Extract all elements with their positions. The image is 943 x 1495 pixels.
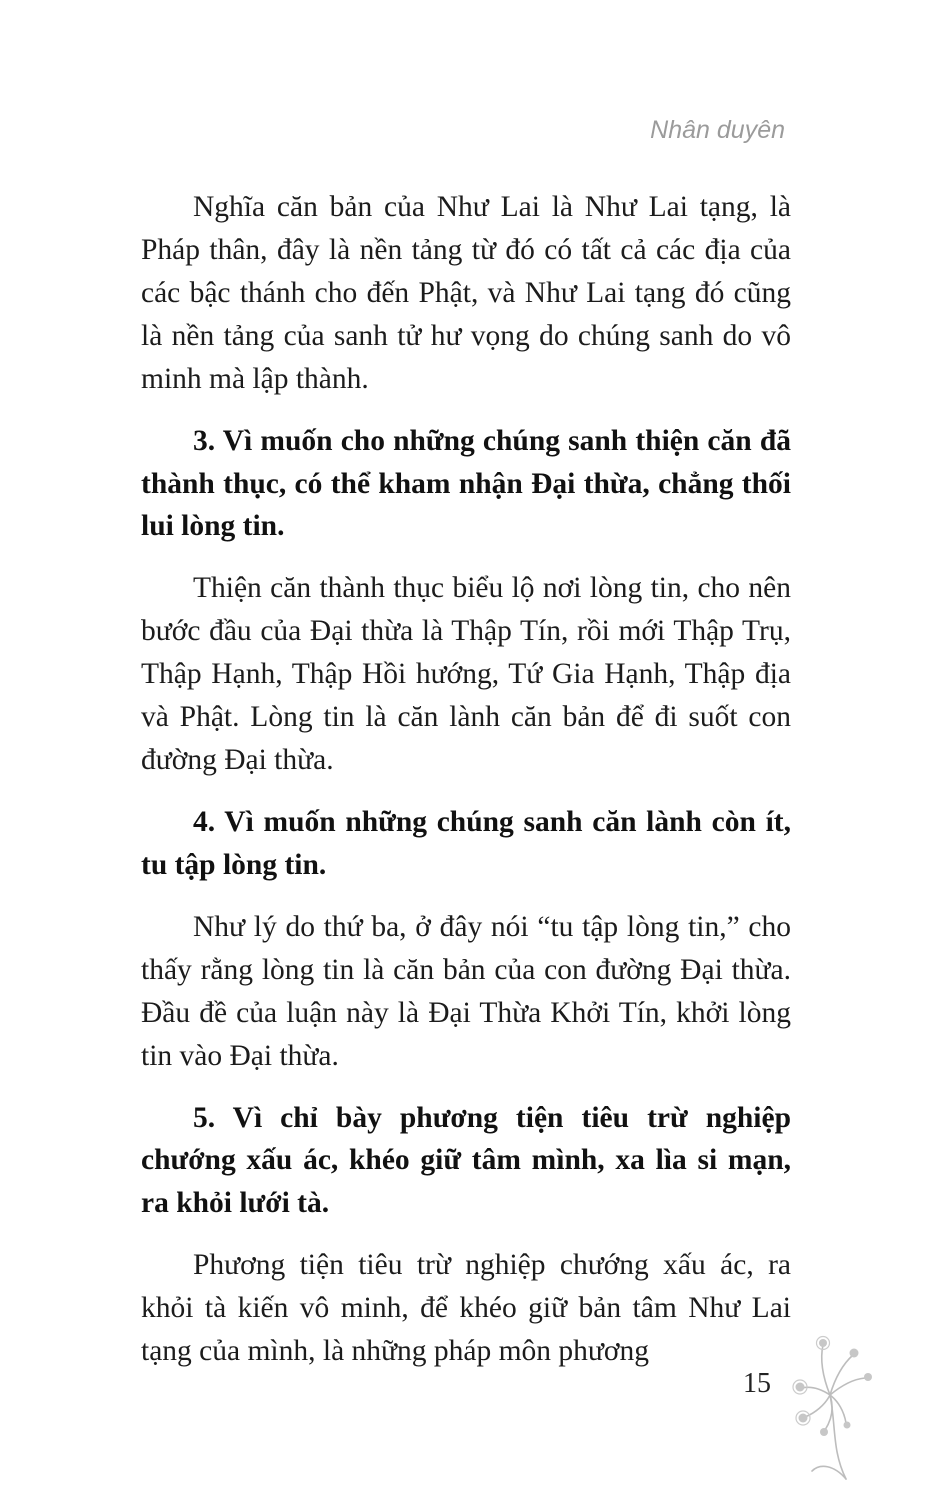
running-header: Nhân duyên [650,116,785,144]
section-heading-4: 4. Vì muốn những chúng sanh căn lành còn ít, tu tập lòng tin. [141,805,791,881]
paragraph-4: Phương tiện tiêu trừ nghiệp chướng xấu ác, ra khỏi tà kiến vô minh, để khéo giữ bản tâm Như Lai tạng của mình, là những pháp môn phương [141,1249,791,1368]
paragraph-1: Nghĩa căn bản của Như Lai là Như Lai tạng, là Pháp thân, đây là nền tảng từ đó có tất cả các địa của các bậc thánh cho đến Phật, và Như Lai tạng đó cũng là nền tảng của sanh tử hư vọng do chúng sanh do vô minh mà lập thành. [141,191,791,395]
paragraph-3: Như lý do thứ ba, ở đây nói “tu tập lòng tin,” cho thấy rằng lòng tin là căn bản của con đường Đại thừa. Đầu đề của luận này là Đại Thừa Khởi Tín, khởi lòng tin vào Đại thừa. [141,910,791,1072]
paragraph-2: Thiện căn thành thục biểu lộ nơi lòng tin, cho nên bước đầu của Đại thừa là Thập Tín, rồi mới Thập Trụ, Thập Hạnh, Thập Hồi hướng, Tứ Gia Hạnh, Thập địa và Phật. Lòng tin là căn lành căn bản để đi suốt con đường Đại thừa. [141,572,791,777]
dandelion-icon [790,1333,885,1483]
page-number: 15 [743,1368,771,1399]
section-heading-5: 5. Vì chỉ bày phương tiện tiêu trừ nghiệp chướng xấu ác, khéo giữ tâm mình, xa lìa si mạn, ra khỏi lưới tà. [141,1101,791,1220]
text-block [141,186,791,1392]
section-heading-3: 3. Vì muốn cho những chúng sanh thiện căn đã thành thục, có thể kham nhận Đại thừa, chẳng thối lui lòng tin. [141,424,791,543]
